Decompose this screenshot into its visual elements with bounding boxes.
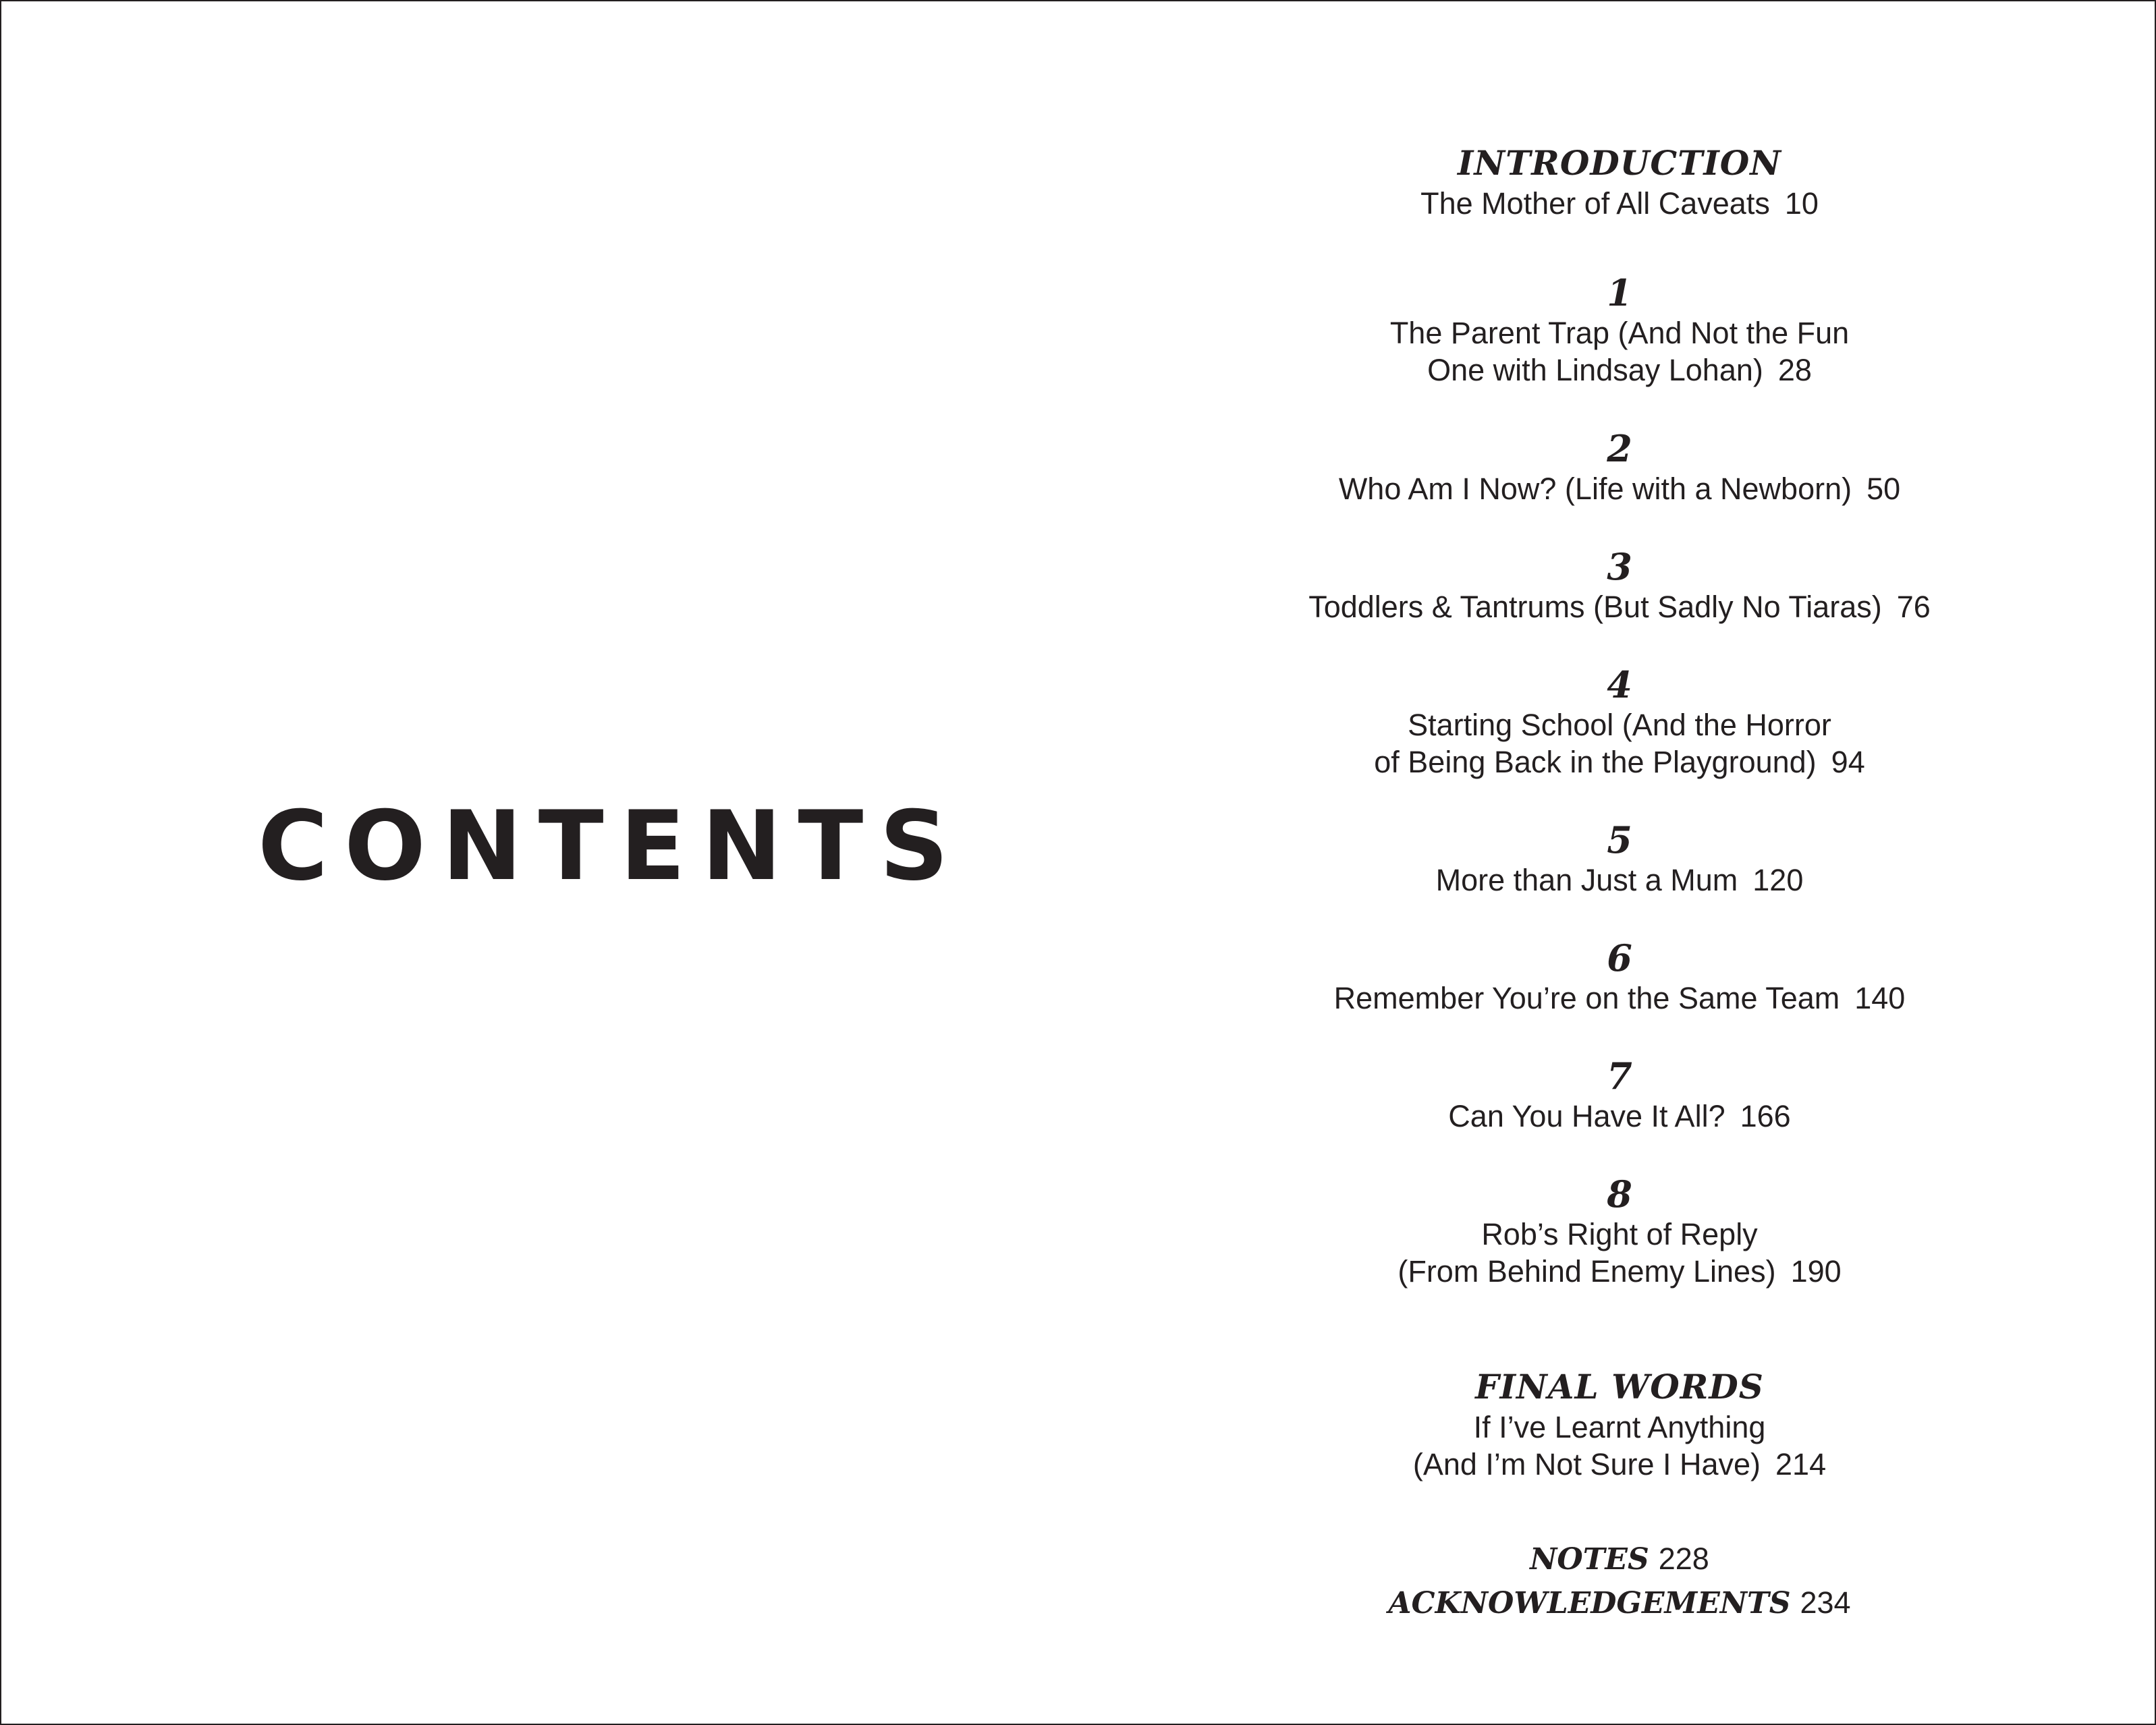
toc-entry-chapter-6 [1248, 936, 1991, 1017]
toc-entry-title: One with Lindsay Lohan) 28 [1427, 353, 1812, 387]
chapter-number: 7 [1607, 1054, 1632, 1098]
page-number: 214 [1775, 1447, 1827, 1481]
toc-entry-introduction [1248, 142, 1991, 222]
toc-entry-chapter-4 [1248, 663, 1991, 781]
introduction-label: INTRODUCTION [1457, 143, 1782, 183]
toc-entry-title: Remember You’re on the Same Team 140 [1333, 981, 1906, 1015]
chapter-number: 3 [1607, 545, 1632, 588]
chapter-number: 4 [1607, 663, 1632, 706]
toc-entry-notes [1248, 1537, 1991, 1581]
page-number: 10 [1784, 186, 1819, 221]
toc-entry-chapter-5 [1248, 818, 1991, 899]
page-number: 94 [1831, 745, 1865, 779]
page-number: 190 [1790, 1254, 1842, 1289]
toc-entry-chapter-2 [1248, 427, 1991, 507]
toc-entry-final-words [1248, 1365, 1991, 1483]
chapter-number: 5 [1607, 818, 1632, 861]
toc-entry-title: The Mother of All Caveats 10 [1420, 186, 1819, 221]
page-number: 120 [1752, 863, 1804, 897]
final-words-label: FINAL WORDS [1475, 1367, 1764, 1407]
page-number: 50 [1867, 472, 1901, 506]
page-title: CONTENTS [258, 791, 965, 902]
toc-entry-chapter-7 [1248, 1054, 1991, 1135]
page-number: 234 [1800, 1585, 1851, 1620]
toc-entry-title: If I’ve Learnt Anything [1473, 1410, 1766, 1444]
page-number: 28 [1777, 353, 1812, 387]
toc-entry-title: More than Just a Mum 120 [1435, 863, 1804, 897]
toc-entry-chapter-1 [1248, 271, 1991, 389]
chapter-number: 8 [1607, 1172, 1632, 1216]
page-number: 140 [1854, 981, 1906, 1015]
acknowledgements-label: ACKNOWLEDGEMENTS [1388, 1586, 1791, 1620]
toc-entry-title: Starting School (And the Horror [1408, 708, 1831, 742]
chapter-number: 2 [1607, 427, 1632, 470]
toc-entry-chapter-8 [1248, 1172, 1991, 1290]
toc-entry-title: Can You Have It All? 166 [1448, 1099, 1791, 1133]
page-number: 228 [1658, 1542, 1709, 1576]
page-number: 76 [1896, 590, 1931, 624]
notes-label: NOTES [1530, 1542, 1649, 1577]
chapter-number: 6 [1607, 936, 1632, 980]
toc-entry-title: Toddlers & Tantrums (But Sadly No Tiaras) 76 [1308, 590, 1931, 624]
toc-entry-title: Who Am I Now? (Life with a Newborn) 50 [1338, 472, 1901, 506]
toc-entry-title: Rob’s Right of Reply [1481, 1217, 1758, 1251]
toc-entry-title: of Being Back in the Playground) 94 [1374, 745, 1865, 779]
chapter-number: 1 [1607, 271, 1632, 314]
page-number: 166 [1740, 1099, 1791, 1133]
toc-entry-title: (And I’m Not Sure I Have) 214 [1412, 1447, 1827, 1481]
toc-entry-acknowledgements [1248, 1581, 1991, 1625]
toc-entry-title: The Parent Trap (And Not the Fun [1389, 316, 1850, 350]
toc-entry-title: (From Behind Enemy Lines) 190 [1398, 1254, 1842, 1289]
toc-entry-chapter-3 [1248, 545, 1991, 625]
